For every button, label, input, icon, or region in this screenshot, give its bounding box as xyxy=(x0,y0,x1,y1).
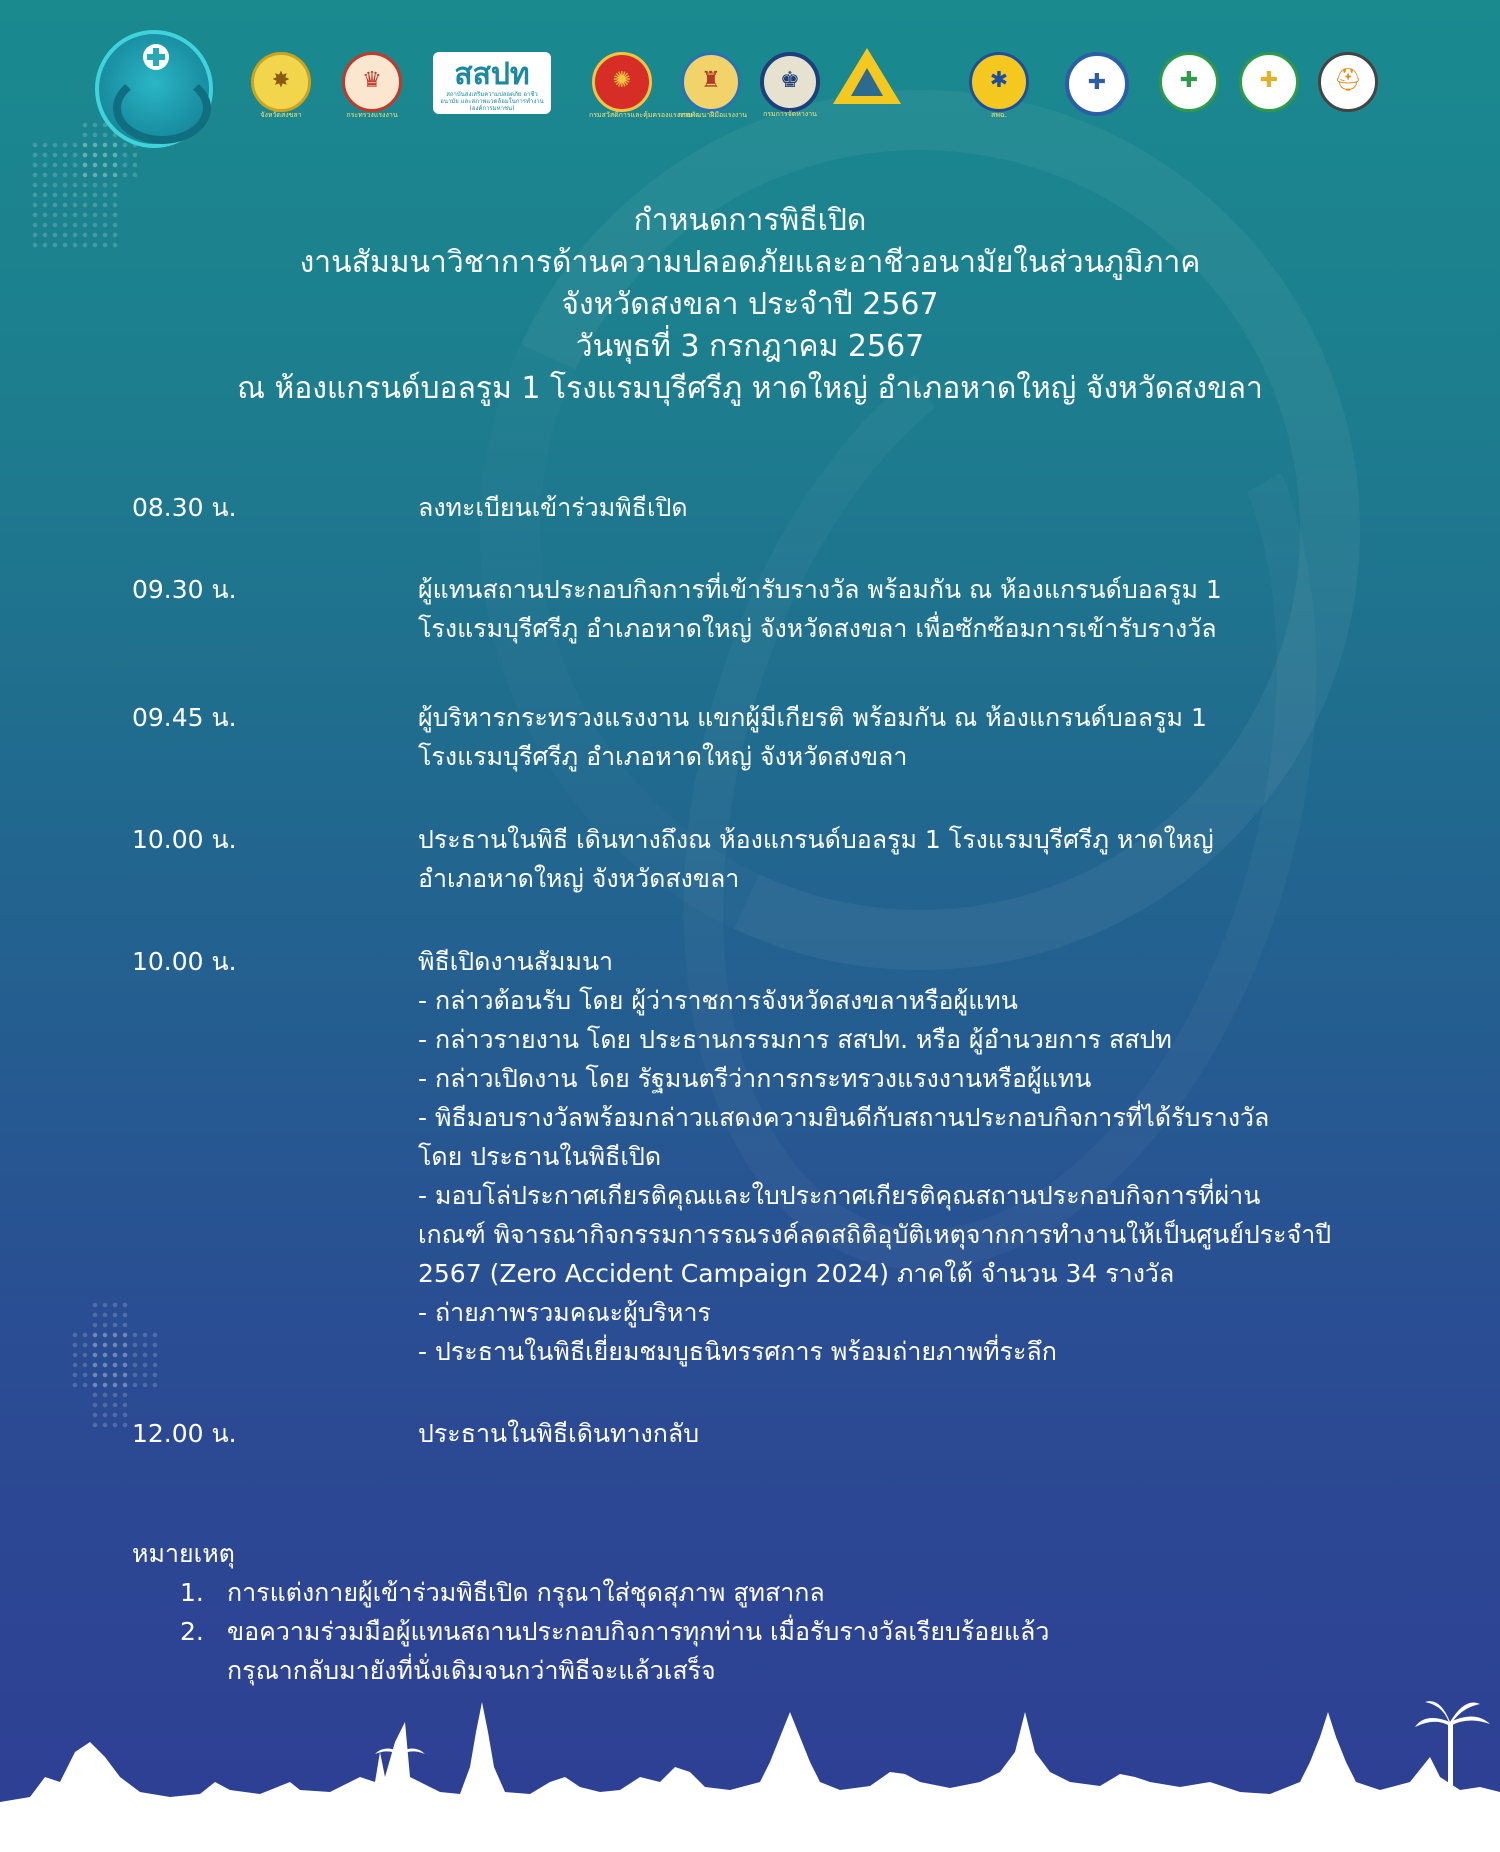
schedule-time: 10.00 น. xyxy=(132,825,237,854)
seal-emblem-icon: ♚ xyxy=(780,67,800,93)
heading-province-year: จังหวัดสงขลา ประจำปี 2567 xyxy=(561,287,939,322)
emergency-logo: ✱ สพฉ. xyxy=(969,52,1029,112)
plus-icon: ✚ xyxy=(1087,69,1107,95)
employment-dept-seal: ♚ กรมการจัดหางาน xyxy=(760,52,820,112)
city-skyline-silhouette xyxy=(0,1682,1500,1852)
safety-helmet-logo xyxy=(1318,52,1378,112)
heading-venue: ณ ห้องแกรนด์บอลรูม 1 โรงแรมบุรีศรีภู หาดใหญ่ อำเภอหาดใหญ่ จังหวัดสงขลา xyxy=(237,371,1263,406)
note-number: 1. xyxy=(180,1578,204,1607)
schedule-row xyxy=(132,820,1382,898)
health-cross-logo-1 xyxy=(1159,52,1219,112)
plus-icon: ✚ xyxy=(1259,67,1279,93)
hospital-logo xyxy=(1065,52,1129,116)
sspt-logo: สสปท สถาบันส่งเสริมความปลอดภัย อาชีวอนามัย และสภาพแวดล้อมในการทำงาน (องค์การมหาชน) xyxy=(433,52,551,114)
schedule-row xyxy=(132,1414,1382,1453)
province-seal: ✸ จังหวัดสงขลา xyxy=(251,52,311,112)
heading-date: วันพุธที่ 3 กรกฎาคม 2567 xyxy=(575,329,925,364)
star-of-life-icon: ✱ xyxy=(989,67,1009,93)
schedule-description: ลงทะเบียนเข้าร่วมพิธีเปิด xyxy=(418,493,688,522)
heading-event-name: งานสัมมนาวิชาการด้านความปลอดภัยและอาชีวอนามัยในส่วนภูมิภาค xyxy=(299,245,1201,280)
page-heading xyxy=(0,200,1500,410)
labour-protection-seal: ✺ กรมสวัสดิการและคุ้มครองแรงงาน xyxy=(592,52,652,112)
note-item xyxy=(132,1612,1382,1690)
seal-emblem-icon: ✺ xyxy=(612,67,632,93)
note-text: ขอความร่วมมือผู้แทนสถานประกอบกิจการทุกท่าน เมื่อรับรางวัลเรียบร้อยแล้ว กรุณากลับมายังที่นั่งเดิมจนกว่าพิธีจะแล้วเสร็จ xyxy=(227,1617,1050,1685)
note-text: การแต่งกายผู้เข้าร่วมพิธีเปิด กรุณาใส่ชุดสุภาพ สูทสากล xyxy=(227,1578,825,1607)
schedule-description: ประธานในพิธีเดินทางกลับ xyxy=(418,1419,700,1448)
schedule-time: 08.30 น. xyxy=(132,493,237,522)
schedule-description: พิธีเปิดงานสัมมนา - กล่าวต้อนรับ โดย ผู้ว่าราชการจังหวัดสงขลาหรือผู้แทน - กล่าวรายงาน โดย ประธานกรรมการ สสปท. หรือ ผู้อำนวยการ สสปท - กล่าวเปิดงาน โดย รัฐมนตรีว่าการกระทรวงแรงงานหรือผู้แทน - พิธีมอบรางวัลพร้อมกล่าวแสดงความยินดีกับสถานประกอบกิจการที่ได้รับรางวัล โดย ประธานในพิธีเปิด - มอบโล่ประกาศเกียรติคุณและใบประกาศเกียรติคุณสถานประกอบกิจการที่ผ่าน เกณฑ์ พิจารณากิจกรรมการรณรงค์ลดสถิติอุบัติเหตุจากการทำงานให้เป็นศูนย์ประจำปี 2567 (Zero Accident Campaign 2024) ภาคใต้ จำนวน 34 รางวัล - ถ่ายภาพรวมคณะผู้บริหาร - ประธานในพิธีเยี่ยมชมบูธนิทรรศการ พร้อมถ่ายภาพที่ระลึก xyxy=(418,947,1332,1366)
notes-section xyxy=(132,1534,1382,1690)
medical-cross-icon xyxy=(143,44,169,70)
schedule-time: 09.45 น. xyxy=(132,703,237,732)
schedule-time: 09.30 น. xyxy=(132,575,237,604)
seal-emblem-icon: ♛ xyxy=(362,67,382,93)
skill-development-seal: ♜ กรมพัฒนาฝีมือแรงงาน xyxy=(681,52,741,112)
schedule-row xyxy=(132,570,1382,648)
heading-title: กำหนดการพิธีเปิด xyxy=(633,203,867,238)
schedule-row xyxy=(132,698,1382,776)
triangle-inner-icon xyxy=(851,68,883,96)
skyline-base xyxy=(0,1822,1500,1852)
note-number: 2. xyxy=(180,1617,204,1646)
schedule-description: ประธานในพิธี เดินทางถึงณ ห้องแกรนด์บอลรูม 1 โรงแรมบุรีศรีภู หาดใหญ่ อำเภอหาดใหญ่ จังหวัดสงขลา xyxy=(418,825,1214,893)
helmet-icon: ⛑ xyxy=(1334,67,1362,93)
schedule-description: ผู้บริหารกระทรวงแรงงาน แขกผู้มีเกียรติ พร้อมกัน ณ ห้องแกรนด์บอลรูม 1 โรงแรมบุรีศรีภู อำเภอหาดใหญ่ จังหวัดสงขลา xyxy=(418,703,1207,771)
notes-title: หมายเหตุ xyxy=(132,1539,235,1568)
health-cross-logo-2 xyxy=(1239,52,1299,112)
ministry-of-labour-seal: ♛ กระทรวงแรงงาน xyxy=(342,52,402,112)
main-safety-logo xyxy=(95,30,213,148)
partner-logo-row xyxy=(85,30,1415,140)
seal-emblem-icon: ✸ xyxy=(271,67,291,93)
schedule-list xyxy=(132,488,1382,1453)
note-item xyxy=(132,1573,1382,1612)
schedule-row xyxy=(132,488,1382,527)
schedule-time: 10.00 น. xyxy=(132,947,237,976)
schedule-row xyxy=(132,942,1382,1371)
dot-pattern-mid-left-2 xyxy=(90,1300,130,1430)
schedule-description: ผู้แทนสถานประกอบกิจการที่เข้ารับรางวัล พร้อมกัน ณ ห้องแกรนด์บอลรูม 1 โรงแรมบุรีศรีภู อำเภอหาดใหญ่ จังหวัดสงขลา เพื่อซักซ้อมการเข้ารับรางวัล xyxy=(418,575,1222,643)
schedule-time: 12.00 น. xyxy=(132,1419,237,1448)
seal-emblem-icon: ♜ xyxy=(701,67,721,93)
swirl-ring-icon xyxy=(113,72,211,144)
social-security-logo xyxy=(833,48,901,104)
plus-icon: ✚ xyxy=(1179,67,1199,93)
